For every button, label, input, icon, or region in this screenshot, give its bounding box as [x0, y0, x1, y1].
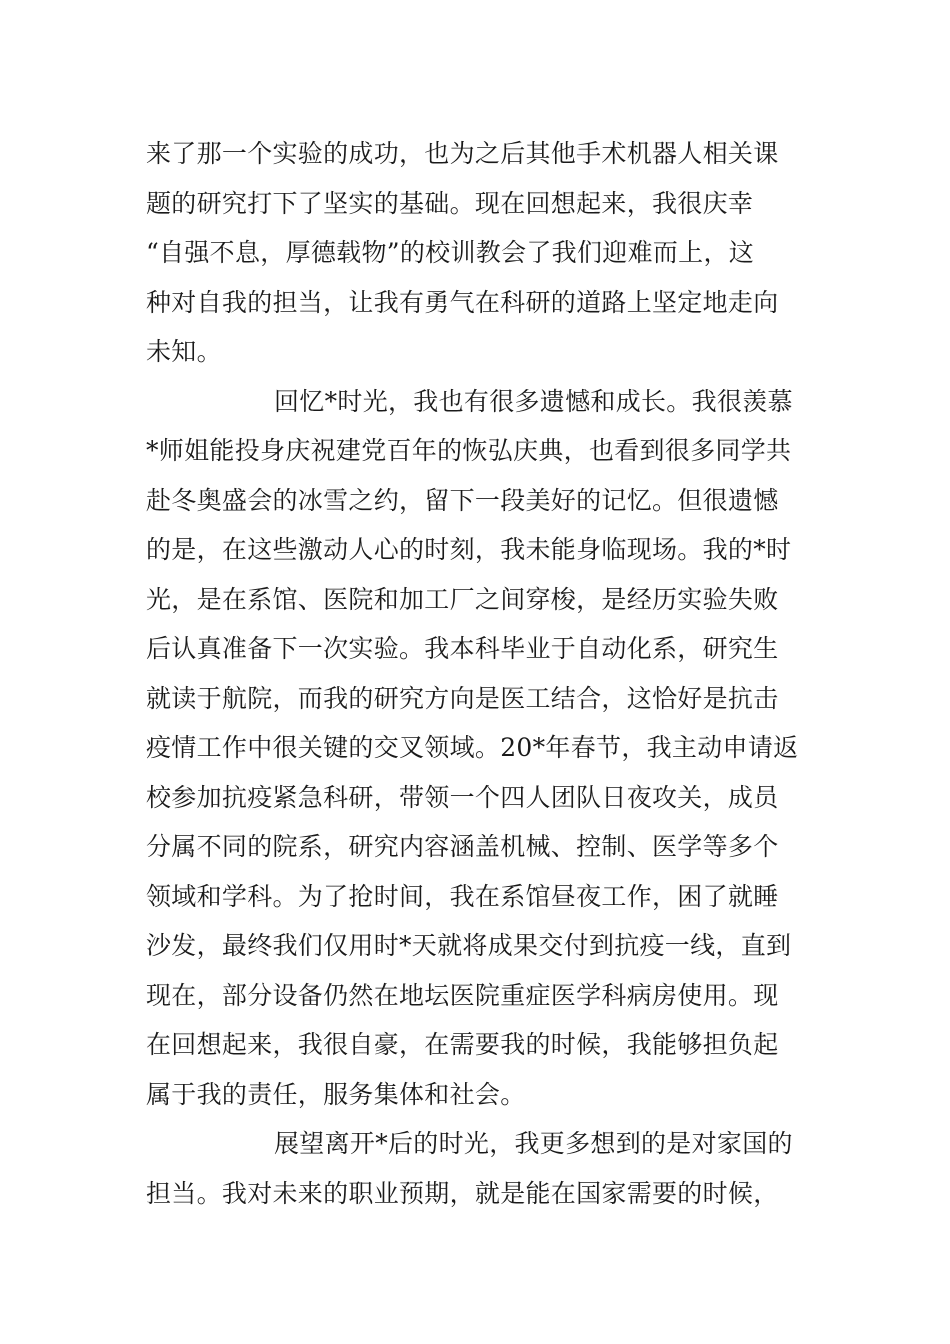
- text-line: 来了那一个实验的成功，也为之后其他手术机器人相关课: [146, 139, 779, 168]
- body-text: [146, 129, 806, 1218]
- text-line: 后认真准备下一次实验。我本科毕业于自动化系，研究生: [146, 634, 779, 663]
- text-line: “自强不息，厚德载物”的校训教会了我们迎难而上，这: [146, 238, 755, 267]
- paragraph-start-line: 展望离开*后的时光，我更多想到的是对家国的: [274, 1129, 793, 1158]
- text-line: 分属不同的院系，研究内容涵盖机械、控制、医学等多个: [146, 832, 779, 861]
- text-line: 领域和学科。为了抢时间，我在系馆昼夜工作，困了就睡: [146, 881, 779, 911]
- text-line: 现在，部分设备仍然在地坛医院重症医学科病房使用。现: [146, 980, 779, 1010]
- text-line: 疫情工作中很关键的交叉领域。20*年春节，我主动申请返: [146, 733, 799, 762]
- text-line: 在回想起来，我很自豪，在需要我的时候，我能够担负起: [146, 1030, 779, 1059]
- text-line: 光，是在系馆、医院和加工厂之间穿梭，是经历实验失败: [146, 584, 779, 614]
- text-line: 未知。: [146, 337, 222, 366]
- text-line: 题的研究打下了坚实的基础。现在回想起来，我很庆幸: [146, 188, 754, 218]
- text-line: 就读于航院，而我的研究方向是医工结合，这恰好是抗击: [146, 683, 779, 713]
- text-line: 的是，在这些激动人心的时刻，我未能身临现场。我的*时: [146, 535, 792, 564]
- text-line: *师姐能投身庆祝建党百年的恢弘庆典，也看到很多同学共: [146, 436, 792, 465]
- text-line: 属于我的责任，服务集体和社会。: [146, 1079, 526, 1109]
- text-line: 担当。我对未来的职业预期，就是能在国家需要的时候，: [146, 1178, 779, 1208]
- paragraph-start-line: 回忆*时光，我也有很多遗憾和成长。我很羡慕: [274, 386, 793, 416]
- text-line: 校参加抗疫紧急科研，带领一个四人团队日夜攻关，成员: [146, 782, 779, 812]
- text-line: 沙发，最终我们仅用时*天就将成果交付到抗疫一线，直到: [146, 931, 792, 960]
- text-line: 赴冬奥盛会的冰雪之约，留下一段美好的记忆。但很遗憾: [146, 485, 779, 515]
- text-line: 种对自我的担当，让我有勇气在科研的道路上坚定地走向: [146, 287, 779, 317]
